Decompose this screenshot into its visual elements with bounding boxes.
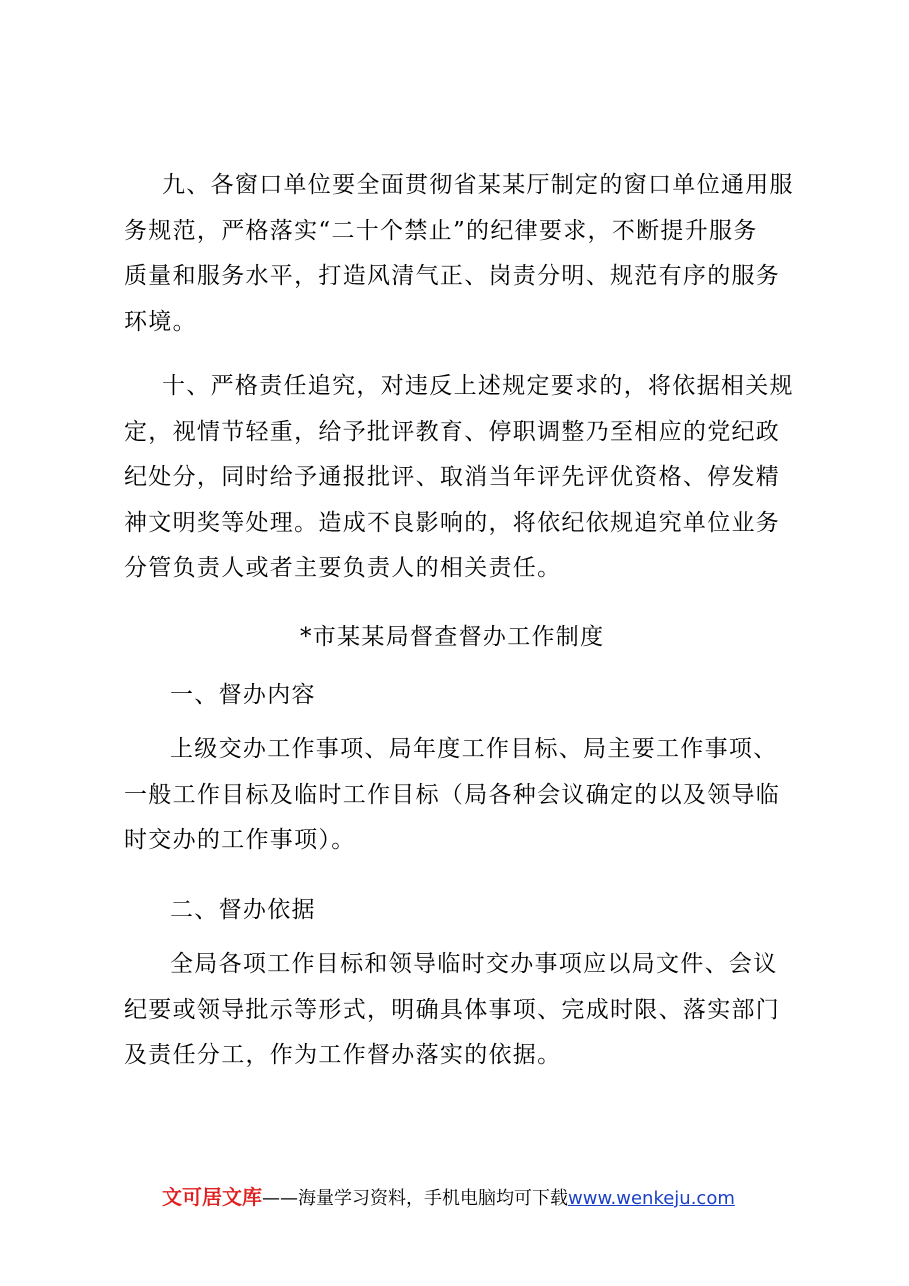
paragraph-line: 定，视情节轻重，给予批评教育、停职调整乃至相应的党纪政 [124, 418, 781, 445]
paragraph-line: 及责任分工，作为工作督办落实的依据。 [124, 1042, 562, 1068]
footer-banner [162, 1183, 735, 1211]
paragraph-line: 纪处分，同时给予通报批评、取消当年评先评优资格、停发精 [124, 464, 781, 490]
section-two-body [124, 942, 804, 1079]
brand-name: 文可居文库 [162, 1185, 262, 1209]
paragraph-line: 质量和服务水平，打造风清气正、岗责分明、规范有序的服务 [124, 263, 781, 289]
paragraph-line: 十、严格责任追究，对违反上述规定要求的，将依据相关规 [162, 373, 794, 399]
paragraph-line: 上级交办工作事项、局年度工作目标、局主要工作事项、 [170, 736, 778, 762]
footer-slogan: ——海量学习资料，手机电脑均可下载 [262, 1188, 568, 1209]
paragraph-line: 一般工作目标及临时工作目标（局各种会议确定的以及领导临 [124, 781, 781, 808]
paragraph-line: 纪要或领导批示等形式，明确具体事项、完成时限、落实部门 [124, 996, 781, 1023]
section-one-body [124, 727, 804, 864]
paragraph-line: 神文明奖等处理。造成不良影响的，将依纪依规追究单位业务 [124, 509, 781, 536]
paragraph-line: 环境。 [124, 308, 197, 335]
paragraph-nine [124, 163, 804, 345]
section-heading-two: 二、督办依据 [170, 897, 316, 923]
document-title: *市某某局督查督办工作制度 [300, 624, 605, 650]
paragraph-ten [124, 364, 804, 592]
paragraph-line: 全局各项工作目标和领导临时交办事项应以局文件、会议 [170, 951, 778, 977]
paragraph-line: 分管负责人或者主要负责人的相关责任。 [124, 555, 562, 581]
paragraph-line: 务规范，严格落实“二十个禁止”的纪律要求，不断提升服务 [124, 217, 758, 244]
section-heading-one: 一、督办内容 [170, 682, 316, 708]
paragraph-line: 时交办的工作事项）。 [124, 827, 356, 853]
paragraph-line: 九、各窗口单位要全面贯彻省某某厅制定的窗口单位通用服 [162, 172, 794, 198]
website-link[interactable]: www.wenkeju.com [568, 1188, 735, 1209]
